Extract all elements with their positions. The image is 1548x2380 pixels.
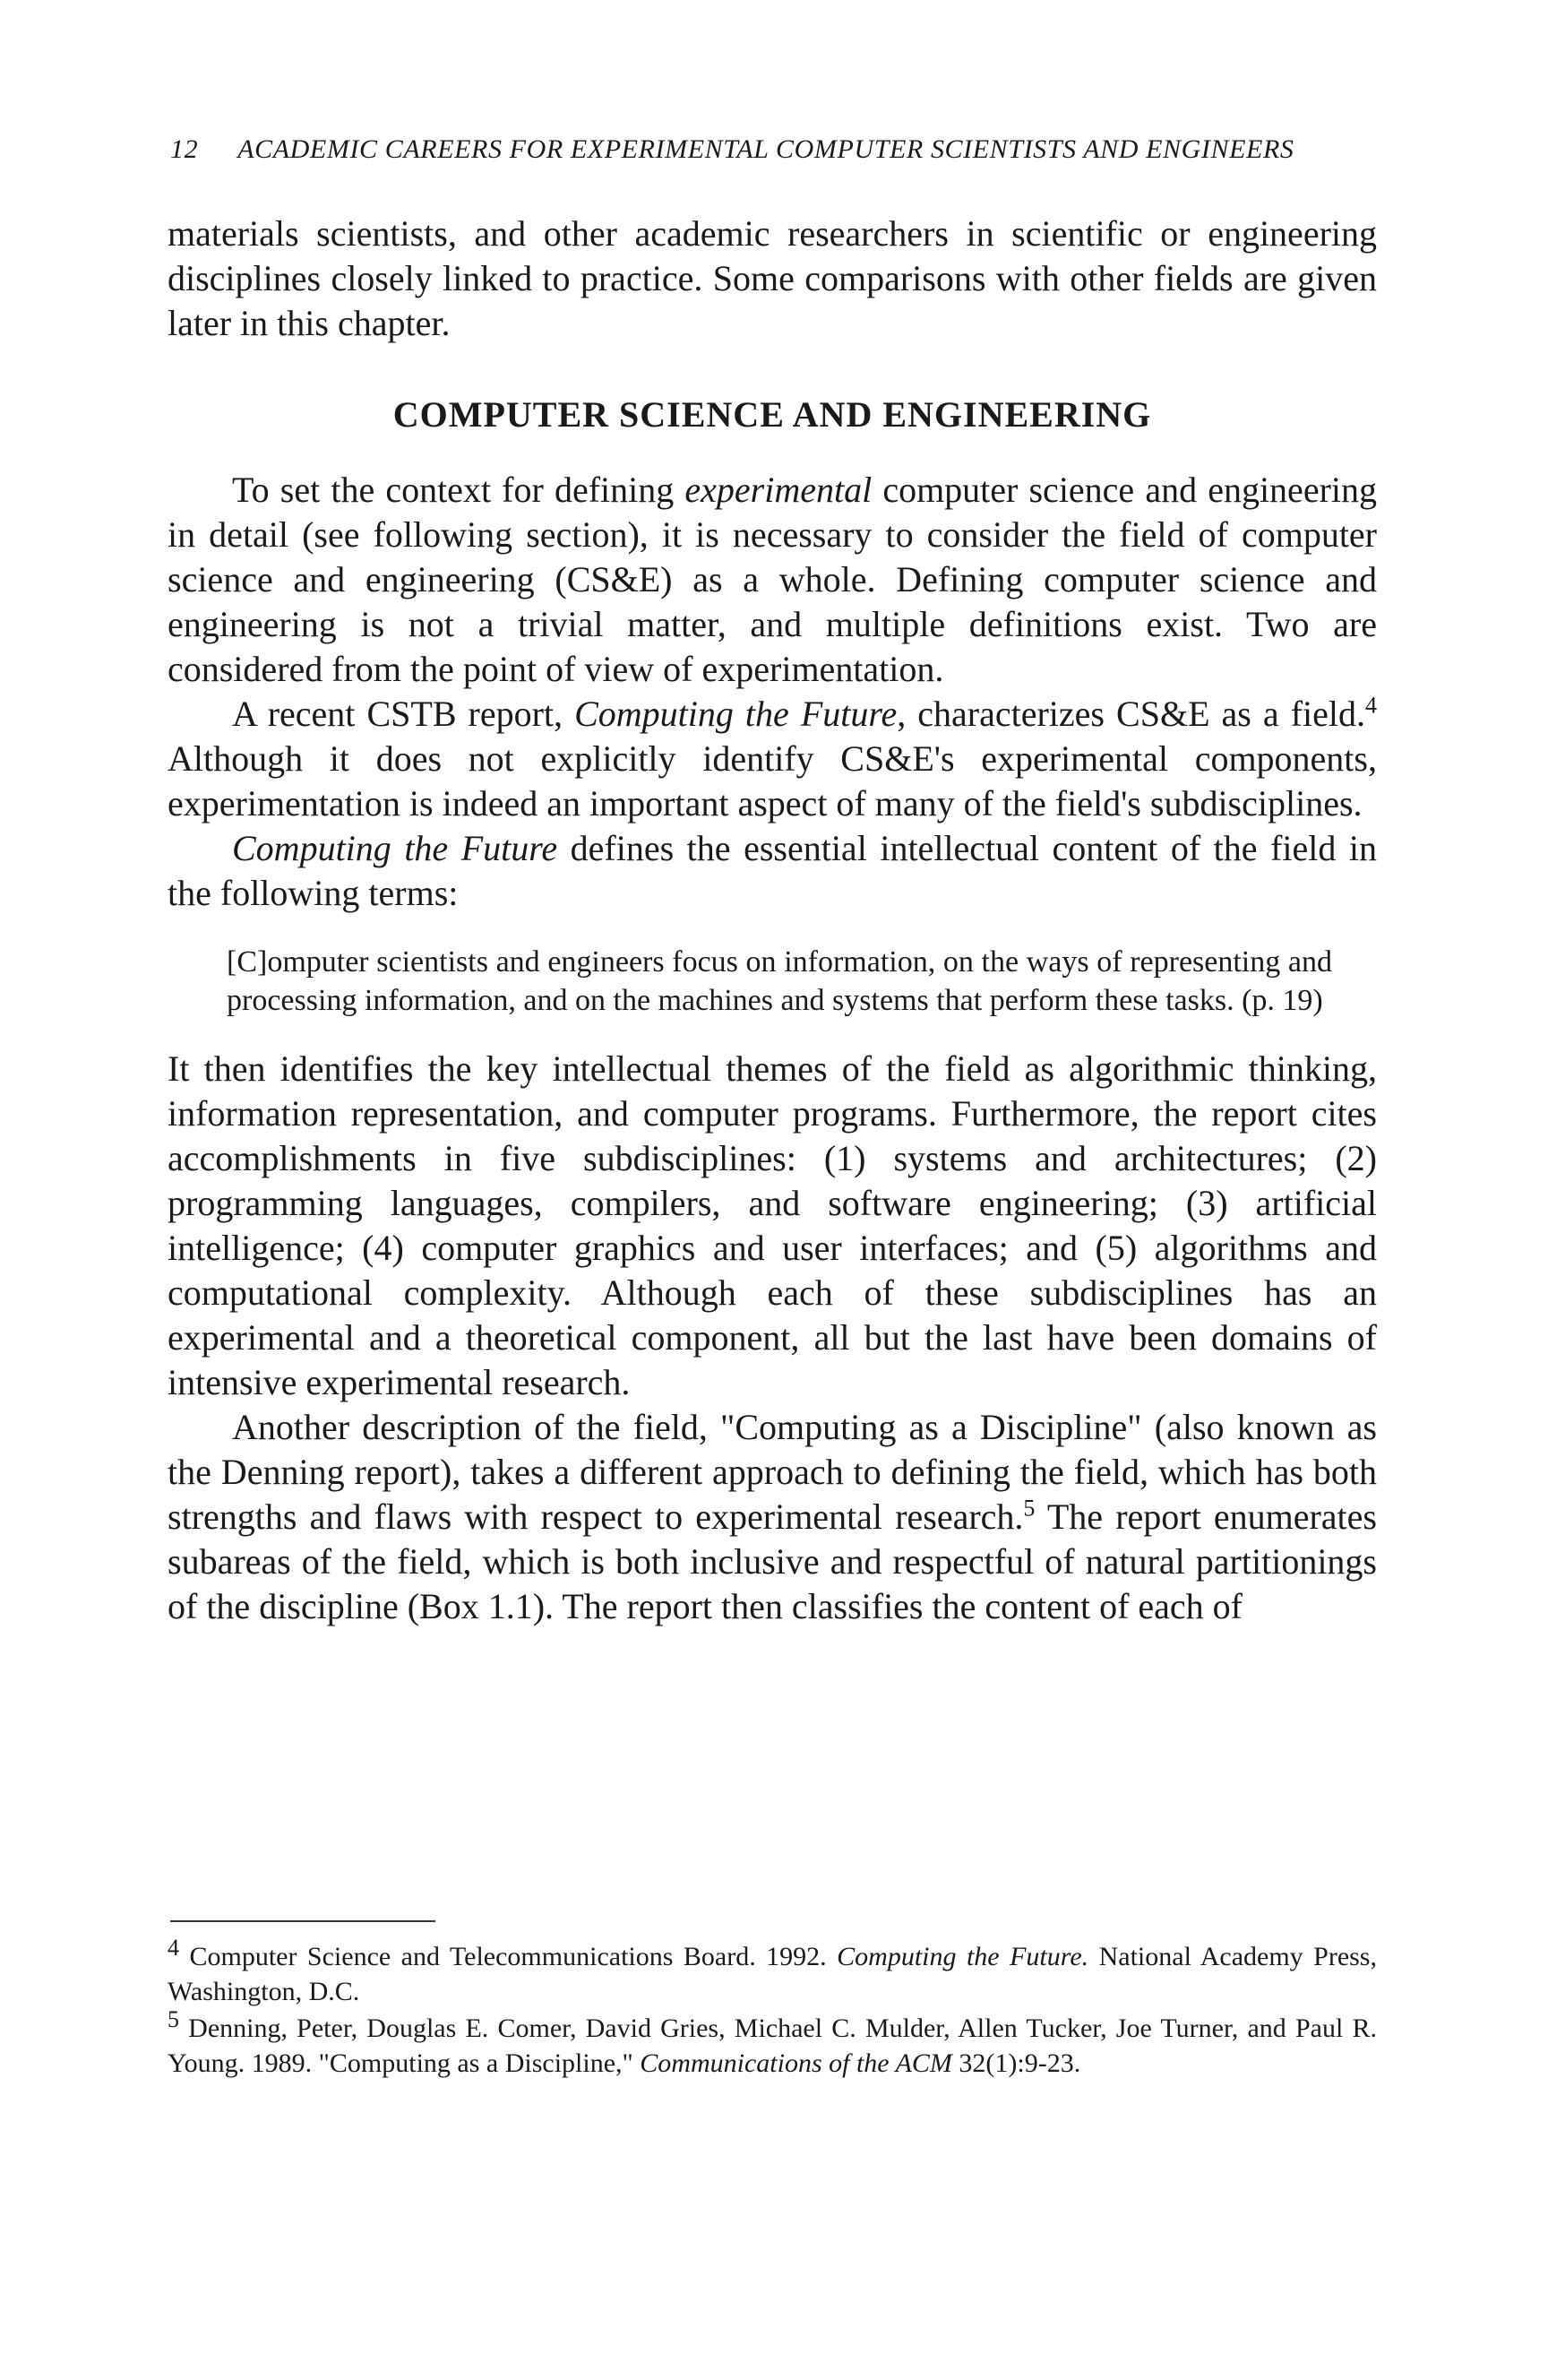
paragraph-denning-report — [168, 1405, 1377, 1629]
paragraph-themes: It then identifies the key intellectual themes of the field as algorithmic thinking, information representation, and computer programs. Furthermore, the report cites accomplishments in five subdisciplines: (1) systems and architectures; (2) programming languages, compilers, and software engineering; (3) artificial intelligence; (4) computer graphics and user interfaces; and (5) algorithms and computational complexity. Although each of these subdisciplines has an experimental and a theoretical component, all but the last have been domains of intensive experimental research. — [168, 1048, 1377, 1402]
footnote-5 — [168, 2006, 1377, 2081]
paragraph-cstb-report — [168, 692, 1377, 826]
footnote-4-text: Computer Science and Telecommunications Board. 1992. — [179, 1942, 838, 1971]
main-text — [168, 211, 1377, 1629]
block-quote: [C]omputer scientists and engineers focus on information, on the ways of representing and processing information, and on the machines and systems that perform these tasks. (p. 19) — [227, 945, 1332, 1017]
section-heading: COMPUTER SCIENCE AND ENGINEERING — [392, 394, 1152, 435]
paragraph-context-rest: computer science and engineering in detail (see following section), it is necessary to consider the field of computer science and engineering (CS&E) as a whole. Defining computer science and engineering is not a trivial matter, and multiple definitions exist. Two are considered from the point of view of experimentation. — [168, 470, 1377, 689]
page-number: 12 — [170, 134, 199, 164]
paragraph-cstb-rest: Although it does not explicitly identify CS&E's experimental components, experimentation is indeed an important aspect of many of the field's subdisciplines. — [168, 738, 1377, 824]
footnote-mark-4: 4 — [168, 1935, 179, 1961]
paragraph-cstb-mid: , characterizes CS&E as a field. — [897, 694, 1366, 734]
running-header — [170, 134, 1389, 165]
footnote-4-publisher: National Academy Press, Washington, D.C. — [168, 1942, 1377, 2006]
book-title-computing-the-future: Computing the Future — [574, 694, 898, 734]
intro-paragraph: materials scientists, and other academic researchers in scientific or engineering disciplines closely linked to practice. Some comparisons with other fields are given later in this chapter. — [168, 213, 1377, 343]
footnote-divider — [170, 1920, 435, 1922]
paragraph-definition-intro — [168, 826, 1377, 916]
footnote-ref-5: 5 — [1023, 1495, 1036, 1522]
paragraph-denning-rest: The report enumerates subareas of the field, which is both inclusive and respectful of natural partitionings of the discipline (Box 1.1). The report then classifies the content of each of — [168, 1496, 1377, 1626]
footnote-ref-4: 4 — [1365, 692, 1378, 719]
paragraph-context — [168, 468, 1377, 692]
footnote-5-citation: 32(1):9-23. — [951, 2048, 1081, 2078]
paragraph-context-start: To set the context for defining — [232, 470, 685, 510]
book-title-computing-the-future-2: Computing the Future — [232, 828, 558, 868]
footnote-4-title: Computing the Future. — [837, 1942, 1089, 1971]
footnote-5-journal: Communications of the ACM — [640, 2048, 952, 2078]
footnotes — [168, 1935, 1377, 2082]
paragraph-definition-rest: defines the essential intellectual content of the field in the following terms: — [168, 828, 1378, 913]
footnote-mark-5: 5 — [168, 2006, 179, 2032]
emphasis-experimental: experimental — [684, 470, 873, 510]
paragraph-cstb-start: A recent CSTB report, — [232, 694, 575, 734]
footnote-5-text: Denning, Peter, Douglas E. Comer, David Gries, Michael C. Mulder, Allen Tucker, Joe Turner, and Paul R. Young. 1989. "Computing as a Discipline," — [168, 2014, 1377, 2078]
paragraph-denning-start: Another description of the field, "Computing as a Discipline" (also known as the Denning report), takes a different approach to defining the field, which has both strengths and flaws with respect to experimental research. — [168, 1407, 1377, 1537]
running-title: ACADEMIC CAREERS FOR EXPERIMENTAL COMPUTER SCIENTISTS AND ENGINEERS — [237, 134, 1294, 164]
footnote-4 — [168, 1935, 1377, 2009]
